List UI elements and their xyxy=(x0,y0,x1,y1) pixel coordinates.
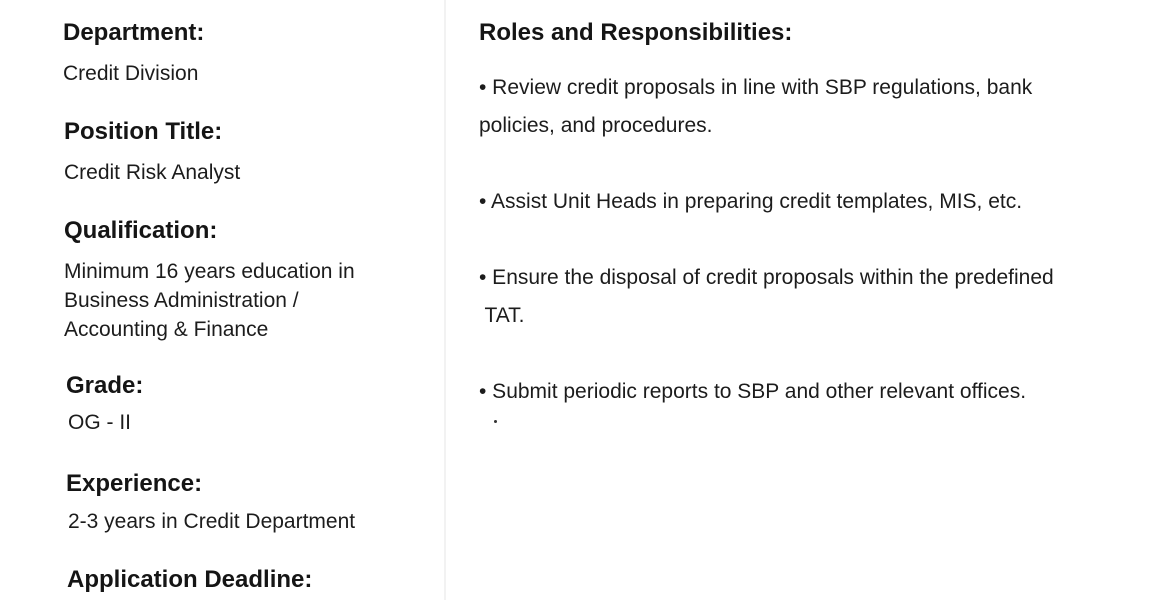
qualification-line: Minimum 16 years education in xyxy=(64,260,355,283)
responsibility-line: • Ensure the disposal of credit proposals within the predefined xyxy=(479,266,1054,289)
position-title-value: Credit Risk Analyst xyxy=(64,161,241,184)
responsibility-item xyxy=(479,259,1054,335)
position-title-label: Position Title: xyxy=(64,118,223,145)
job-details-column xyxy=(0,0,444,600)
qualification-label: Qualification: xyxy=(64,217,218,244)
responsibility-line: • Review credit proposals in line with SBP regulations, bank xyxy=(479,76,1033,99)
qualification-line: Business Administration / xyxy=(64,289,299,312)
experience-label: Experience: xyxy=(66,470,203,497)
stray-dot-mark xyxy=(494,420,497,423)
grade-label: Grade: xyxy=(66,372,144,399)
responsibility-item xyxy=(479,69,1032,145)
responsibility-line: • Assist Unit Heads in preparing credit templates, MIS, etc. xyxy=(479,190,1023,213)
roles-heading: Roles and Responsibilities: xyxy=(479,19,793,46)
qualification-value xyxy=(64,257,355,344)
application-deadline-label: Application Deadline: xyxy=(67,566,313,593)
responsibility-line: • Submit periodic reports to SBP and other relevant offices. xyxy=(479,380,1027,403)
responsibilities-column xyxy=(446,0,1153,600)
responsibility-item xyxy=(479,373,1026,411)
department-label: Department: xyxy=(63,19,205,46)
qualification-line: Accounting & Finance xyxy=(64,318,269,341)
grade-value: OG - II xyxy=(68,411,131,434)
experience-value: 2-3 years in Credit Department xyxy=(68,510,356,533)
responsibility-item xyxy=(479,183,1022,221)
department-value: Credit Division xyxy=(63,62,199,85)
responsibility-line: TAT. xyxy=(479,304,525,327)
responsibility-line: policies, and procedures. xyxy=(479,114,713,137)
